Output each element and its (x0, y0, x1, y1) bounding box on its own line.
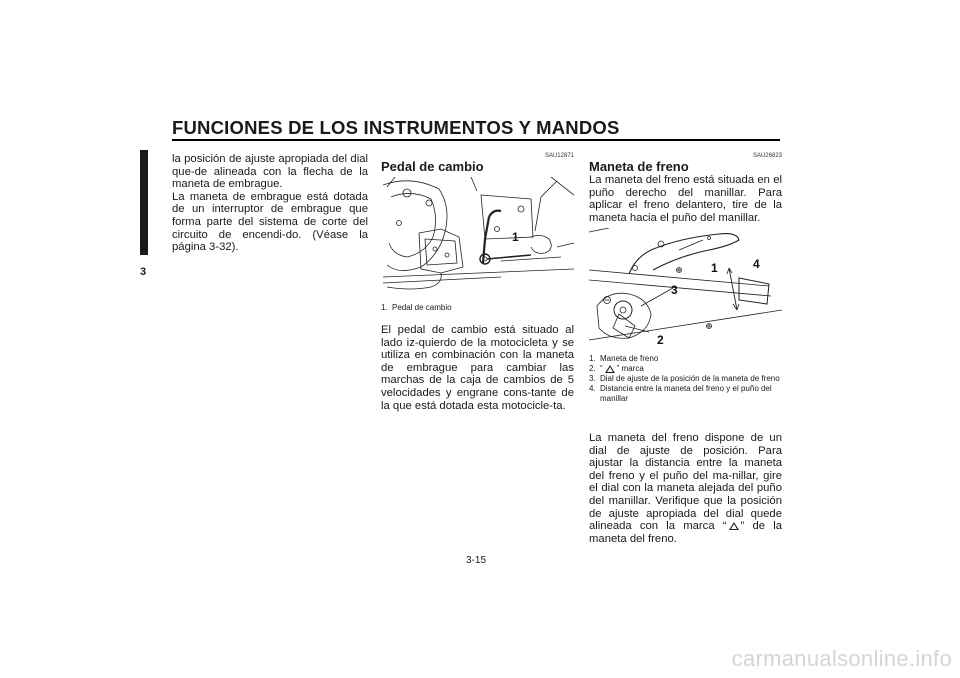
col1-paragraph-1: la posición de ajuste apropiada del dial que-de alineada con la flecha de la maneta de embrague. (172, 153, 368, 191)
caption-item: 4. Distancia entre la maneta del freno y el puño del manillar (589, 384, 772, 403)
section-title-brake-lever: Maneta de freno (589, 159, 689, 174)
watermark: carmanualsonline.info (731, 646, 952, 671)
header-rule (172, 139, 780, 141)
brake-lever-drawing (589, 228, 782, 348)
shift-pedal-illustration (381, 177, 574, 295)
shift-pedal-caption (381, 303, 574, 313)
figure-callout-1: 1 (512, 230, 519, 244)
figure-callout-1: 1 (711, 261, 718, 275)
chapter-tab (140, 150, 148, 255)
brake-lever-paragraph-1: La maneta del freno está situada en el puño derecho del manillar. Para aplicar el freno delantero, tire de la maneta hacia el puño del manillar. (589, 174, 782, 224)
section-title-shift-pedal: Pedal de cambio (381, 159, 484, 174)
triangle-mark-icon (605, 365, 615, 373)
caption-item: 1. Pedal de cambio (381, 303, 452, 312)
column-1 (172, 153, 368, 254)
brake-lever-paragraph-2: La maneta del freno dispone de un dial de ajuste de posición. Para ajustar la distancia entre la maneta del freno y el puño del ma-nillar, gire el dial con la maneta alejada del puño del manillar. Verifique que la posición de ajuste apropiada del dial quede alineada con la marca “ ” de la maneta del freno. (589, 432, 782, 545)
caption-item: 3. Dial de ajuste de la posición de la maneta de freno (589, 374, 780, 383)
ref-code-shift-pedal: SAU12871 (544, 153, 574, 159)
triangle-mark-icon (729, 522, 739, 530)
shift-pedal-paragraph: El pedal de cambio está situado al lado iz-quierdo de la motocicleta y se utiliza en combinación con la maneta de embrague para cambiar las marchas de la caja de cambios de 5 velocidades y engrane cons-tante de la que está dotada esta motocicle-ta. (381, 324, 574, 412)
page-number: 3-15 (466, 555, 487, 566)
col1-paragraph-2: La maneta de embrague está dotada de un interruptor de embrague que forma parte del sistema de corte del circuito de encendi-do. (Véase la página 3-32). (172, 190, 368, 254)
chapter-number: 3 (140, 266, 147, 278)
figure-callout-4: 4 (753, 257, 760, 271)
shift-pedal-drawing (381, 177, 574, 295)
caption-item: 2. “ ” marca (589, 364, 644, 373)
ref-code-brake-lever: SAU26823 (752, 153, 782, 159)
caption-item: 1. Maneta de freno (589, 354, 659, 363)
figure-callout-2: 2 (657, 333, 664, 347)
figure-callout-3: 3 (671, 283, 678, 297)
page-title: FUNCIONES DE LOS INSTRUMENTOS Y MANDOS (172, 117, 620, 138)
brake-lever-captions (589, 354, 782, 404)
brake-lever-illustration (589, 228, 782, 348)
